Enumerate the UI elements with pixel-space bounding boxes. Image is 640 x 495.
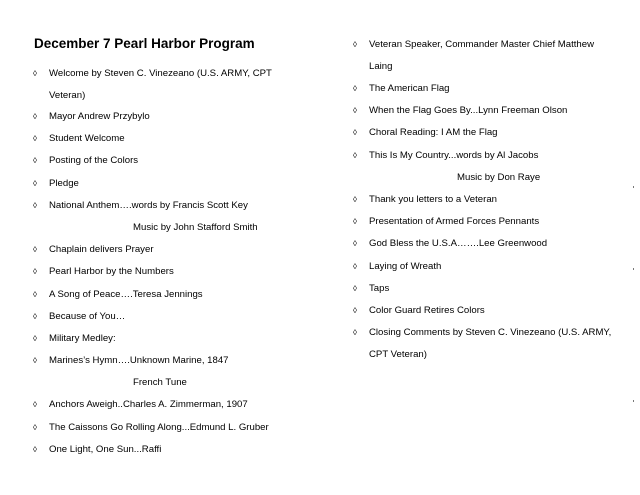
bullet-icon: ◊: [353, 328, 357, 337]
bullet-icon: ◊: [353, 262, 357, 271]
program-item: One Light, One Sun...Raffi: [49, 444, 162, 455]
scan-mark: [633, 400, 634, 402]
bullet-icon: ◊: [33, 134, 37, 143]
bullet-icon: ◊: [33, 445, 37, 454]
program-item-continuation: Laing: [369, 61, 393, 72]
bullet-icon: ◊: [33, 334, 37, 343]
program-item: Thank you letters to a Veteran: [369, 194, 497, 205]
bullet-icon: ◊: [353, 151, 357, 160]
program-item: Chaplain delivers Prayer: [49, 244, 154, 255]
bullet-icon: ◊: [33, 267, 37, 276]
program-item: Color Guard Retires Colors: [369, 305, 485, 316]
program-item: A Song of Peace….Teresa Jennings: [49, 289, 203, 300]
program-item: The Caissons Go Rolling Along...Edmund L. Gruber: [49, 422, 269, 433]
bullet-icon: ◊: [33, 423, 37, 432]
program-item-continuation: Music by John Stafford Smith: [133, 222, 258, 233]
program-item: Mayor Andrew Przybylo: [49, 111, 150, 122]
program-item: Taps: [369, 283, 390, 294]
program-item: Closing Comments by Steven C. Vinezeano (U.S. ARMY,: [369, 327, 612, 338]
program-item: Anchors Aweigh..Charles A. Zimmerman, 1907: [49, 399, 248, 410]
program-item-continuation: CPT Veteran): [369, 349, 427, 360]
bullet-icon: ◊: [33, 112, 37, 121]
bullet-icon: ◊: [33, 201, 37, 210]
bullet-icon: ◊: [353, 106, 357, 115]
program-item: National Anthem….words by Francis Scott Key: [49, 200, 248, 211]
bullet-icon: ◊: [33, 400, 37, 409]
bullet-icon: ◊: [353, 239, 357, 248]
bullet-icon: ◊: [33, 179, 37, 188]
bullet-icon: ◊: [353, 306, 357, 315]
program-item: Laying of Wreath: [369, 261, 442, 272]
program-item: Welcome by Steven C. Vinezeano (U.S. ARMY, CPT: [49, 68, 272, 79]
program-item: Pearl Harbor by the Numbers: [49, 266, 174, 277]
bullet-icon: ◊: [33, 290, 37, 299]
program-item: The American Flag: [369, 83, 450, 94]
program-item: Posting of the Colors: [49, 155, 139, 166]
program-item: Presentation of Armed Forces Pennants: [369, 216, 540, 227]
program-item-continuation: French Tune: [133, 377, 187, 388]
program-item: Because of You…: [49, 311, 126, 322]
bullet-icon: ◊: [353, 40, 357, 49]
program-item-continuation: Veteran): [49, 90, 86, 101]
scan-mark: [633, 186, 634, 188]
scan-mark: [633, 268, 634, 270]
program-item: This Is My Country...words by Al Jacobs: [369, 150, 539, 161]
program-item: God Bless the U.S.A…….Lee Greenwood: [369, 238, 548, 249]
bullet-icon: ◊: [33, 356, 37, 365]
program-item: Veteran Speaker, Commander Master Chief Matthew: [369, 39, 595, 50]
bullet-icon: ◊: [353, 284, 357, 293]
bullet-icon: ◊: [353, 128, 357, 137]
bullet-icon: ◊: [353, 84, 357, 93]
program-item: Student Welcome: [49, 133, 125, 144]
program-item-continuation: Music by Don Raye: [457, 172, 541, 183]
program-item: Pledge: [49, 178, 79, 189]
bullet-icon: ◊: [33, 156, 37, 165]
bullet-icon: ◊: [33, 245, 37, 254]
bullet-icon: ◊: [353, 217, 357, 226]
program-item: Military Medley:: [49, 333, 116, 344]
bullet-icon: ◊: [33, 312, 37, 321]
bullet-icon: ◊: [353, 195, 357, 204]
program-item: When the Flag Goes By...Lynn Freeman Olson: [369, 105, 568, 116]
program-item: Marines’s Hymn….Unknown Marine, 1847: [49, 355, 229, 366]
bullet-icon: ◊: [33, 69, 37, 78]
program-item: Choral Reading: I AM the Flag: [369, 127, 498, 138]
page-title: December 7 Pearl Harbor Program: [34, 36, 255, 51]
